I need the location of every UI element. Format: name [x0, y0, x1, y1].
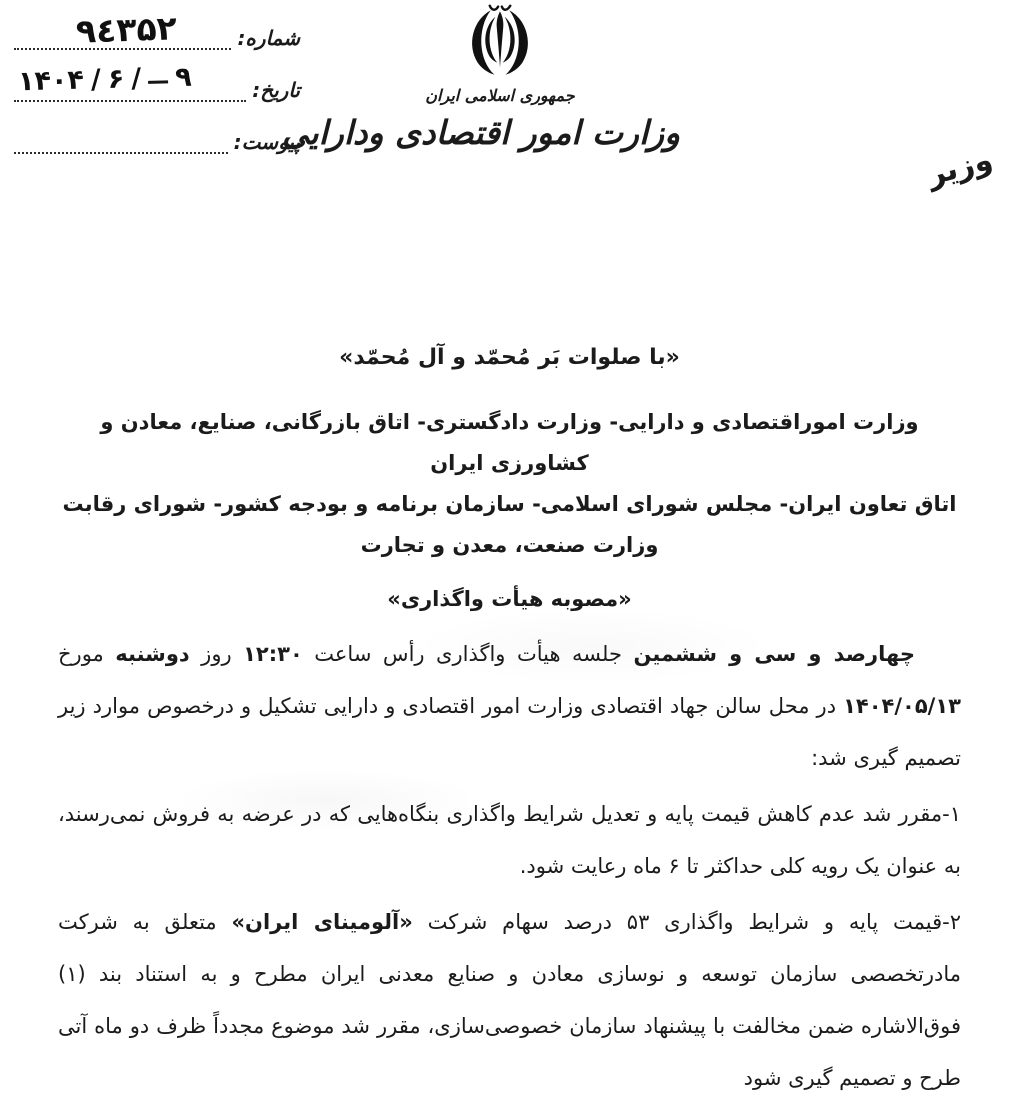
addressee-line: وزارت صنعت، معدن و تجارت [360, 533, 659, 557]
date-month: ۶ [107, 63, 125, 95]
date-label: تاریخ: [252, 78, 300, 102]
dash-mark [148, 80, 168, 84]
session-number: چهارصد و سی و ششمین [633, 642, 915, 666]
session-time: ۱۲:۳۰ [243, 642, 303, 666]
letter-body [58, 344, 961, 1104]
date-day: ۹ [174, 61, 193, 94]
addressee-line: اتاق تعاون ایران- مجلس شورای اسلامی- سازمان برنامه و بودجه کشور- شورای رقابت [62, 492, 957, 516]
dotted-line [14, 122, 228, 154]
item2-text: متعلق به شرکت مادرتخصصی سازمان توسعه و نوسازی معادن و صنایع معدنی ایران مطرح و به استناد بند (۱) فوق‌الاشاره ضمن مخالفت با پیشنهاد سازمان خصوصی‌سازی، مقرر شد موضوع مجدداً ظرف دو ماه آتی طرح و تصمیم گیری شود [58, 910, 961, 1090]
session-date: ۱۴۰۴/۰۵/۱۳ [843, 694, 961, 718]
attachment-label: پیوست: [233, 130, 300, 154]
number-label: شماره: [237, 26, 300, 50]
intro-paragraph [58, 628, 961, 784]
republic-title: جمهوری اسلامی ایران [425, 86, 575, 105]
reference-block [14, 8, 300, 168]
resolution-item-1: ۱-مقرر شد عدم کاهش قیمت پایه و تعدیل شرایط واگذاری بنگاه‌هایی که در عرضه به فروش نمی‌رسند، به عنوان یک رویه کلی حداکثر تا ۶ ماه رعایت شود. [58, 802, 961, 878]
minister-title: وزیر [923, 142, 997, 193]
intro-text: مورخ [58, 642, 116, 666]
resolution-item-2 [58, 896, 961, 1104]
intro-text: در محل سالن جهاد اقتصادی وزارت امور اقتصادی و دارایی تشکیل و درخصوص موارد زیر تصمیم گیری شد: [58, 694, 961, 770]
letterhead [281, 2, 680, 152]
date-separator: / [90, 64, 102, 96]
date-year: ۱۴۰۴ [17, 64, 85, 98]
ref-attachment-row [14, 116, 300, 154]
intro-text: روز [189, 642, 244, 666]
subject-line: «مصوبه هیأت واگذاری» [387, 587, 632, 611]
addressee-line: وزارت اموراقتصادی و دارایی- وزارت دادگستری- اتاق بازرگانی، صنایع، معادن و کشاورزی ایران [100, 410, 919, 475]
ministry-title: وزارت امور اقتصادی ودارایی [281, 113, 680, 152]
item2-text: ۲-قیمت پایه و شرایط واگذاری ۵۳ درصد سهام شرکت [412, 910, 961, 934]
handwritten-date [18, 62, 192, 98]
salutation-line: «با صلوات بَر مُحمّد و آل مُحمّد» [339, 345, 680, 370]
handwritten-number: ۹٤٣۵۲ [75, 8, 178, 51]
intro-text: جلسه هیأت واگذاری رأس ساعت [302, 642, 634, 666]
date-separator: / [130, 63, 142, 95]
session-day: دوشنبه [115, 642, 190, 666]
addressee-block [58, 402, 961, 566]
iran-coat-of-arms-icon [451, 2, 549, 84]
company-name: «آلومینای ایران» [231, 910, 413, 934]
